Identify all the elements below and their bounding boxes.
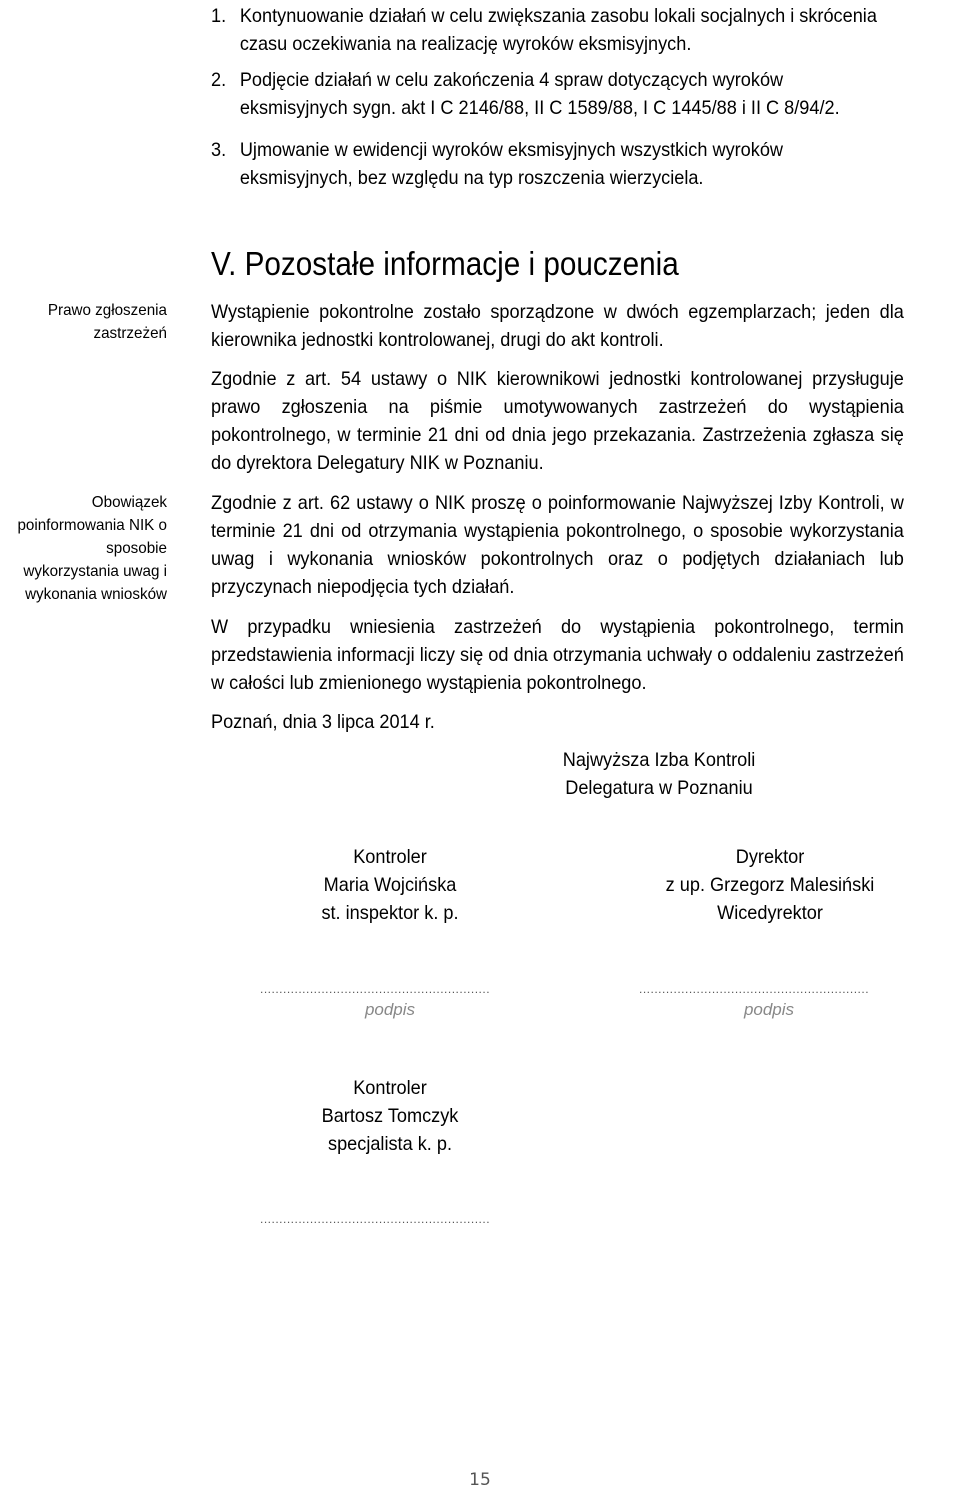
signatory-title: specjalista k. p. [328,1133,452,1155]
paragraph-information-duty: Zgodnie z art. 62 ustawy o NIK proszę o poinformowanie Najwyższej Izby Kontroli, w terminie 21 dni od otrzymania wystąpienia pokontrolnego, o sposobie wykorzystania uwag i wykonania wniosków pokontrolnych oraz o podjętych działaniach lub przyczynach niepodjęcia tych działań. [211,492,904,598]
institution-name: Najwyższa Izba Kontroli [562,749,756,771]
place-and-date: Poznań, dnia 3 lipca 2014 r. [211,711,435,733]
signatory-left [204,843,576,927]
list-number: 2. [211,69,227,91]
institution-branch: Delegatura w Poznaniu [565,777,753,799]
signatory-role: Dyrektor [735,846,805,868]
signatory-name: Bartosz Tomczyk [321,1105,459,1127]
signature-line-right: ............................................................ [639,982,870,996]
signature-line-left: ............................................................ [260,982,491,996]
margin-note-obligation: Obowiązek poinformowania NIK o sposobie wykorzystania uwag i wykonania wniosków [17,494,168,603]
list-text: Ujmowanie w ewidencji wyroków eksmisyjnych wszystkich wyroków [239,139,784,161]
signatory-role: Kontroler [353,846,427,868]
signatory-bottom [204,1074,576,1158]
signatory-title: Wicedyrektor [717,902,823,924]
list-text-continued: eksmisyjnych, bez względu na typ roszczenia wierzyciela. [239,167,704,189]
list-item-3 [211,136,904,192]
list-text-continued: czasu oczekiwania na realizację wyroków eksmisyjnych. [239,33,692,55]
list-text: Podjęcie działań w celu zakończenia 4 spraw dotyczących wyroków [239,69,784,91]
page-number: 15 [469,1470,491,1490]
paragraph-deadline: W przypadku wniesienia zastrzeżeń do wystąpienia pokontrolnego, termin przedstawienia informacji liczy się od dnia otrzymania uchwały o oddaleniu zastrzeżeń w całości lub zmienionego wystąpienia pokontrolnego. [211,616,904,694]
list-item-2 [211,66,904,122]
list-text: Kontynuowanie działań w celu zwiększania zasobu lokali socjalnych i skrócenia [239,5,877,27]
list-item-1 [211,2,904,58]
paragraph-objections: Zgodnie z art. 54 ustawy o NIK kierownikowi jednostki kontrolowanej przysługuje prawo zgłoszenia na piśmie umotywowanych zastrzeżeń do wystąpienia pokontrolnego, w terminie 21 dni od dnia jego przekazania. Zastrzeżenia zgłasza się do dyrektora Delegatury NIK w Poznaniu. [211,368,904,474]
signatory-name: z up. Grzegorz Malesiński [665,874,875,896]
list-text-continued: eksmisyjnych sygn. akt I C 2146/88, II C 1589/88, I C 1445/88 i II C 8/94/2. [239,97,840,119]
margin-note-objections: Prawo zgłoszenia zastrzeżeń [47,302,167,342]
signatory-title: st. inspektor k. p. [321,902,459,924]
signatory-right [575,843,960,927]
signatory-role: Kontroler [353,1077,427,1099]
paragraph-copies: Wystąpienie pokontrolne zostało sporządzone w dwóch egzemplarzach; jeden dla kierownika jednostki kontrolowanej, drugi do akt kontroli. [211,301,904,351]
section-heading: V. Pozostałe informacje i pouczenia [211,245,679,282]
institution-block [380,746,938,802]
list-number: 1. [211,5,227,27]
signature-line-bottom: ............................................................ [260,1212,491,1226]
signature-label-left: podpis [364,1000,416,1019]
signature-label-right: podpis [743,1000,795,1019]
list-number: 3. [211,139,227,161]
signatory-name: Maria Wojcińska [323,874,457,896]
